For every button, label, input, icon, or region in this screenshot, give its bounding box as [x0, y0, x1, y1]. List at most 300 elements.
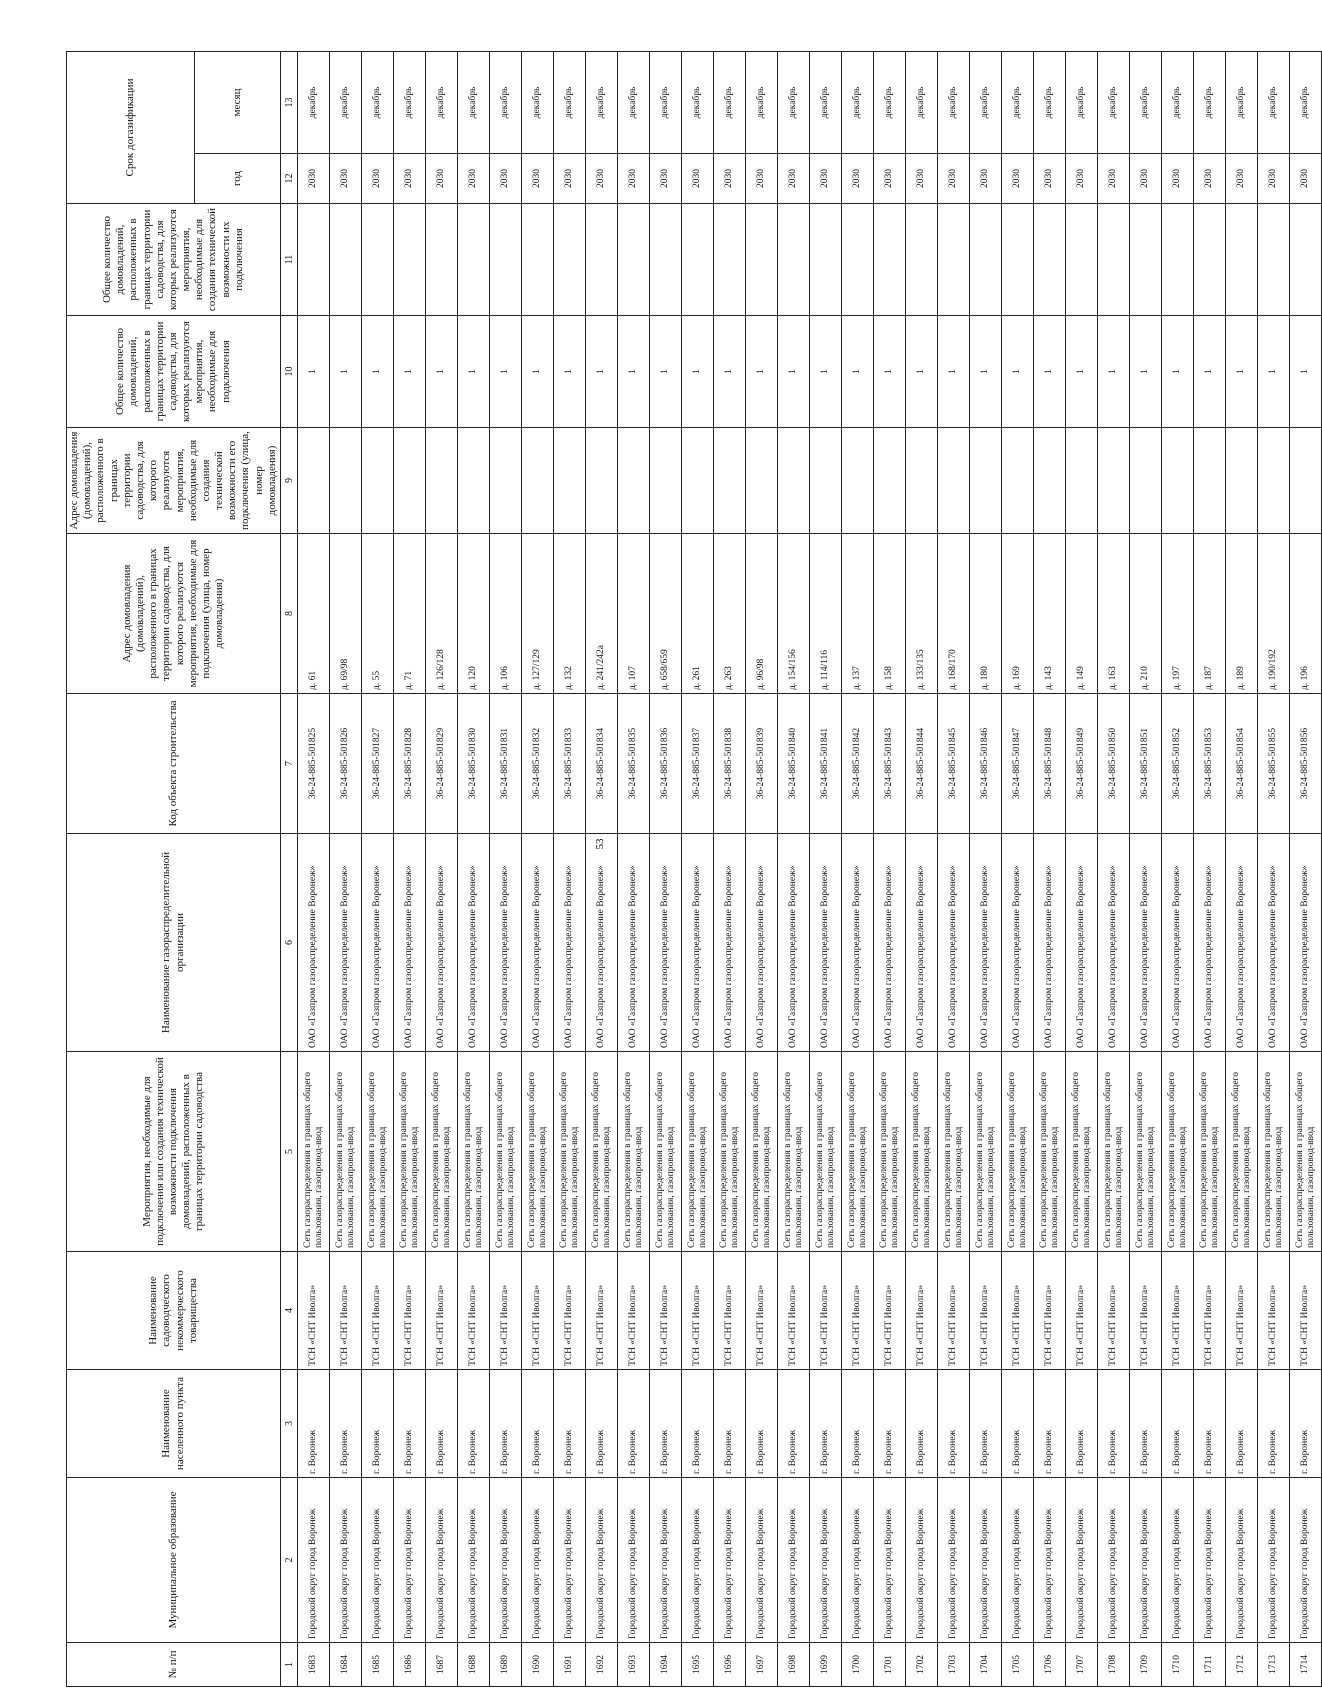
year-cell: 2030: [330, 154, 362, 204]
year-cell: 2030: [1258, 154, 1290, 204]
rotated-page: [66, 52, 1316, 1687]
object-code-cell: 36-24-885-501853: [1194, 694, 1226, 834]
year-cell: 2030: [746, 154, 778, 204]
count-connect-cell: 1: [298, 316, 330, 428]
row-number: 1685: [362, 1643, 394, 1687]
year-cell: 2030: [362, 154, 394, 204]
measures-cell: Сеть газораспределения в границах общего пользования, газопровод-ввод: [1066, 1052, 1098, 1252]
settlement-cell: г. Воронеж: [906, 1370, 938, 1478]
count-connect-cell: 1: [970, 316, 1002, 428]
year-cell: 2030: [1002, 154, 1034, 204]
municipality-cell: Городской округ город Воронеж: [1258, 1478, 1290, 1643]
count-connect-cell: 1: [810, 316, 842, 428]
year-cell: 2030: [426, 154, 458, 204]
settlement-cell: г. Воронеж: [938, 1370, 970, 1478]
table-row: [490, 51, 522, 1686]
municipality-cell: Городской округ город Воронеж: [938, 1478, 970, 1643]
column-number: 12: [281, 154, 298, 204]
measures-cell: Сеть газораспределения в границах общего пользования, газопровод-ввод: [298, 1052, 330, 1252]
column-number: 4: [281, 1252, 298, 1370]
year-cell: 2030: [1162, 154, 1194, 204]
count-tech-cell: [1098, 204, 1130, 316]
count-tech-cell: [938, 204, 970, 316]
count-connect-cell: 1: [1194, 316, 1226, 428]
count-tech-cell: [842, 204, 874, 316]
partnership-cell: ТСН «СНТ Иволга»: [1034, 1252, 1066, 1370]
table-row: [298, 51, 330, 1686]
year-cell: 2030: [906, 154, 938, 204]
settlement-cell: г. Воронеж: [458, 1370, 490, 1478]
count-connect-cell: 1: [1002, 316, 1034, 428]
measures-cell: Сеть газораспределения в границах общего пользования, газопровод-ввод: [842, 1052, 874, 1252]
gdo-cell: ОАО «Газпром газораспределение Воронеж»: [1162, 834, 1194, 1052]
year-cell: 2030: [522, 154, 554, 204]
year-cell: 2030: [970, 154, 1002, 204]
object-code-cell: 36-24-885-501841: [810, 694, 842, 834]
municipality-cell: Городской округ город Воронеж: [522, 1478, 554, 1643]
year-cell: 2030: [1066, 154, 1098, 204]
count-connect-cell: 1: [522, 316, 554, 428]
measures-cell: Сеть газораспределения в границах общего пользования, газопровод-ввод: [522, 1052, 554, 1252]
object-code-cell: 36-24-885-501829: [426, 694, 458, 834]
measures-cell: Сеть газораспределения в границах общего пользования, газопровод-ввод: [1226, 1052, 1258, 1252]
gdo-cell: ОАО «Газпром газораспределение Воронеж»: [874, 834, 906, 1052]
row-number: 1686: [394, 1643, 426, 1687]
year-cell: 2030: [714, 154, 746, 204]
partnership-cell: ТСН «СНТ Иволга»: [586, 1252, 618, 1370]
count-connect-cell: 1: [1098, 316, 1130, 428]
table-row: [1034, 51, 1066, 1686]
row-number: 1688: [458, 1643, 490, 1687]
measures-cell: Сеть газораспределения в границах общего пользования, газопровод-ввод: [586, 1052, 618, 1252]
count-tech-cell: [394, 204, 426, 316]
settlement-cell: г. Воронеж: [1162, 1370, 1194, 1478]
gasification-table: [66, 51, 1322, 1687]
row-number: 1687: [426, 1643, 458, 1687]
count-tech-cell: [554, 204, 586, 316]
partnership-cell: ТСН «СНТ Иволга»: [618, 1252, 650, 1370]
gdo-cell: ОАО «Газпром газораспределение Воронеж»: [682, 834, 714, 1052]
gdo-cell: ОАО «Газпром газораспределение Воронеж»: [778, 834, 810, 1052]
count-tech-cell: [1258, 204, 1290, 316]
count-connect-cell: 1: [746, 316, 778, 428]
settlement-cell: г. Воронеж: [330, 1370, 362, 1478]
header-num: № п/п: [67, 1643, 281, 1687]
year-cell: 2030: [778, 154, 810, 204]
column-number: 3: [281, 1370, 298, 1478]
table-row: [906, 51, 938, 1686]
gdo-cell: ОАО «Газпром газораспределение Воронеж»: [1258, 834, 1290, 1052]
settlement-cell: г. Воронеж: [842, 1370, 874, 1478]
gdo-cell: ОАО «Газпром газораспределение Воронеж»: [586, 834, 618, 1052]
address-connect-cell: д. 61: [298, 534, 330, 694]
address-connect-cell: д. 149: [1066, 534, 1098, 694]
settlement-cell: г. Воронеж: [1226, 1370, 1258, 1478]
address-connect-cell: д. 120: [458, 534, 490, 694]
address-connect-cell: д. 143: [1034, 534, 1066, 694]
gdo-cell: ОАО «Газпром газораспределение Воронеж»: [1130, 834, 1162, 1052]
month-cell: декабрь: [1258, 51, 1290, 153]
settlement-cell: г. Воронеж: [1066, 1370, 1098, 1478]
row-number: 1704: [970, 1643, 1002, 1687]
table-row: [810, 51, 842, 1686]
gdo-cell: ОАО «Газпром газораспределение Воронеж»: [522, 834, 554, 1052]
partnership-cell: ТСН «СНТ Иволга»: [522, 1252, 554, 1370]
count-connect-cell: 1: [1130, 316, 1162, 428]
municipality-cell: Городской округ город Воронеж: [1002, 1478, 1034, 1643]
address-tech-cell: [1194, 428, 1226, 534]
year-cell: 2030: [1226, 154, 1258, 204]
count-tech-cell: [362, 204, 394, 316]
month-cell: декабрь: [778, 51, 810, 153]
partnership-cell: ТСН «СНТ Иволга»: [426, 1252, 458, 1370]
year-cell: 2030: [842, 154, 874, 204]
row-number: 1698: [778, 1643, 810, 1687]
address-connect-cell: д. 180: [970, 534, 1002, 694]
count-connect-cell: 1: [778, 316, 810, 428]
measures-cell: Сеть газораспределения в границах общего пользования, газопровод-ввод: [746, 1052, 778, 1252]
measures-cell: Сеть газораспределения в границах общего пользования, газопровод-ввод: [714, 1052, 746, 1252]
count-tech-cell: [330, 204, 362, 316]
count-tech-cell: [1066, 204, 1098, 316]
column-number: 2: [281, 1478, 298, 1643]
table-row: [458, 51, 490, 1686]
object-code-cell: 36-24-885-501848: [1034, 694, 1066, 834]
address-tech-cell: [1130, 428, 1162, 534]
municipality-cell: Городской округ город Воронеж: [1162, 1478, 1194, 1643]
address-connect-cell: д. 169: [1002, 534, 1034, 694]
month-cell: декабрь: [906, 51, 938, 153]
settlement-cell: г. Воронеж: [1130, 1370, 1162, 1478]
address-connect-cell: д. 197: [1162, 534, 1194, 694]
partnership-cell: ТСН «СНТ Иволга»: [298, 1252, 330, 1370]
municipality-cell: Городской округ город Воронеж: [682, 1478, 714, 1643]
address-tech-cell: [586, 428, 618, 534]
row-number: 1705: [1002, 1643, 1034, 1687]
count-connect-cell: 1: [682, 316, 714, 428]
object-code-cell: 36-24-885-501837: [682, 694, 714, 834]
measures-cell: Сеть газораспределения в границах общего пользования, газопровод-ввод: [618, 1052, 650, 1252]
row-number: 1709: [1130, 1643, 1162, 1687]
row-number: 1690: [522, 1643, 554, 1687]
measures-cell: Сеть газораспределения в границах общего пользования, газопровод-ввод: [970, 1052, 1002, 1252]
count-tech-cell: [682, 204, 714, 316]
count-tech-cell: [970, 204, 1002, 316]
object-code-cell: 36-24-885-501832: [522, 694, 554, 834]
month-cell: декабрь: [1130, 51, 1162, 153]
address-tech-cell: [1258, 428, 1290, 534]
settlement-cell: г. Воронеж: [586, 1370, 618, 1478]
municipality-cell: Городской округ город Воронеж: [842, 1478, 874, 1643]
partnership-cell: ТСН «СНТ Иволга»: [1258, 1252, 1290, 1370]
year-cell: 2030: [650, 154, 682, 204]
year-cell: 2030: [618, 154, 650, 204]
table-row: [586, 51, 618, 1686]
count-connect-cell: 1: [618, 316, 650, 428]
month-cell: декабрь: [522, 51, 554, 153]
row-number: 1710: [1162, 1643, 1194, 1687]
row-number: 1711: [1194, 1643, 1226, 1687]
address-tech-cell: [394, 428, 426, 534]
address-connect-cell: д. 196: [1290, 534, 1322, 694]
settlement-cell: г. Воронеж: [1290, 1370, 1322, 1478]
settlement-cell: г. Воронеж: [522, 1370, 554, 1478]
row-number: 1683: [298, 1643, 330, 1687]
month-cell: декабрь: [554, 51, 586, 153]
municipality-cell: Городской округ город Воронеж: [906, 1478, 938, 1643]
count-tech-cell: [1226, 204, 1258, 316]
settlement-cell: г. Воронеж: [394, 1370, 426, 1478]
settlement-cell: г. Воронеж: [490, 1370, 522, 1478]
month-cell: декабрь: [362, 51, 394, 153]
partnership-cell: ТСН «СНТ Иволга»: [906, 1252, 938, 1370]
count-tech-cell: [650, 204, 682, 316]
header-measures: Мероприятия, необходимые для подключения или создания технической возможности подключения домовладений, расположенных в границах территории садоводства: [67, 1052, 281, 1252]
partnership-cell: ТСН «СНТ Иволга»: [746, 1252, 778, 1370]
count-tech-cell: [1194, 204, 1226, 316]
column-number: 5: [281, 1052, 298, 1252]
table-row: [938, 51, 970, 1686]
address-connect-cell: д. 263: [714, 534, 746, 694]
table-row: [778, 51, 810, 1686]
header-address-connect: Адрес домовладения (домовладений), расположенного в границах территории садоводства, для которого реализуются мероприятия, необходимые для подключения (улица, номер домовладения): [67, 534, 281, 694]
object-code-cell: 36-24-885-501839: [746, 694, 778, 834]
count-connect-cell: 1: [394, 316, 426, 428]
address-tech-cell: [1098, 428, 1130, 534]
object-code-cell: 36-24-885-501840: [778, 694, 810, 834]
page-number: 53: [594, 838, 606, 850]
partnership-cell: ТСН «СНТ Иволга»: [1066, 1252, 1098, 1370]
count-tech-cell: [1162, 204, 1194, 316]
address-connect-cell: д. 210: [1130, 534, 1162, 694]
settlement-cell: г. Воронеж: [682, 1370, 714, 1478]
address-connect-cell: д. 163: [1098, 534, 1130, 694]
address-tech-cell: [1290, 428, 1322, 534]
row-number: 1701: [874, 1643, 906, 1687]
settlement-cell: г. Воронеж: [874, 1370, 906, 1478]
address-tech-cell: [746, 428, 778, 534]
year-cell: 2030: [682, 154, 714, 204]
count-connect-cell: 1: [458, 316, 490, 428]
column-number: 6: [281, 834, 298, 1052]
month-cell: декабрь: [874, 51, 906, 153]
municipality-cell: Городской округ город Воронеж: [1034, 1478, 1066, 1643]
municipality-cell: Городской округ город Воронеж: [970, 1478, 1002, 1643]
municipality-cell: Городской округ город Воронеж: [586, 1478, 618, 1643]
settlement-cell: г. Воронеж: [362, 1370, 394, 1478]
row-number: 1694: [650, 1643, 682, 1687]
table-row: [362, 51, 394, 1686]
partnership-cell: ТСН «СНТ Иволга»: [1226, 1252, 1258, 1370]
object-code-cell: 36-24-885-501856: [1290, 694, 1322, 834]
count-connect-cell: 1: [490, 316, 522, 428]
gdo-cell: ОАО «Газпром газораспределение Воронеж»: [746, 834, 778, 1052]
municipality-cell: Городской округ город Воронеж: [618, 1478, 650, 1643]
measures-cell: Сеть газораспределения в границах общего пользования, газопровод-ввод: [394, 1052, 426, 1252]
row-number: 1691: [554, 1643, 586, 1687]
address-connect-cell: д. 187: [1194, 534, 1226, 694]
header-gdo: Наименование газораспределительной организации: [67, 834, 281, 1052]
gdo-cell: ОАО «Газпром газораспределение Воронеж»: [1034, 834, 1066, 1052]
table-row: [1194, 51, 1226, 1686]
settlement-cell: г. Воронеж: [298, 1370, 330, 1478]
count-tech-cell: [522, 204, 554, 316]
object-code-cell: 36-24-885-501825: [298, 694, 330, 834]
object-code-cell: 36-24-885-501842: [842, 694, 874, 834]
municipality-cell: Городской округ город Воронеж: [778, 1478, 810, 1643]
address-tech-cell: [362, 428, 394, 534]
table-row: [522, 51, 554, 1686]
count-connect-cell: 1: [906, 316, 938, 428]
row-number: 1692: [586, 1643, 618, 1687]
measures-cell: Сеть газораспределения в границах общего пользования, газопровод-ввод: [778, 1052, 810, 1252]
table-body: [281, 51, 1322, 1686]
count-tech-cell: [1034, 204, 1066, 316]
measures-cell: Сеть газораспределения в границах общего пользования, газопровод-ввод: [650, 1052, 682, 1252]
month-cell: декабрь: [682, 51, 714, 153]
object-code-cell: 36-24-885-501834: [586, 694, 618, 834]
municipality-cell: Городской округ город Воронеж: [1098, 1478, 1130, 1643]
municipality-cell: Городской округ город Воронеж: [1226, 1478, 1258, 1643]
settlement-cell: г. Воронеж: [554, 1370, 586, 1478]
address-connect-cell: д. 168/170: [938, 534, 970, 694]
count-tech-cell: [298, 204, 330, 316]
count-connect-cell: 1: [330, 316, 362, 428]
header-address-tech: Адрес домовладения (домовладений), расположенного в границах территории садоводства, для которого реализуются мероприятия, необходимые для создания технической возможности его подключения (улица, номер домовладения): [67, 428, 281, 534]
measures-cell: Сеть газораспределения в границах общего пользования, газопровод-ввод: [1290, 1052, 1322, 1252]
year-cell: 2030: [810, 154, 842, 204]
object-code-cell: 36-24-885-501835: [618, 694, 650, 834]
month-cell: декабрь: [1290, 51, 1322, 153]
partnership-cell: ТСН «СНТ Иволга»: [778, 1252, 810, 1370]
municipality-cell: Городской округ город Воронеж: [810, 1478, 842, 1643]
month-cell: декабрь: [1034, 51, 1066, 153]
table-row: [874, 51, 906, 1686]
year-cell: 2030: [458, 154, 490, 204]
count-connect-cell: 1: [1162, 316, 1194, 428]
gdo-cell: ОАО «Газпром газораспределение Воронеж»: [1002, 834, 1034, 1052]
address-tech-cell: [490, 428, 522, 534]
object-code-cell: 36-24-885-501836: [650, 694, 682, 834]
address-tech-cell: [682, 428, 714, 534]
table-row: [842, 51, 874, 1686]
count-connect-cell: 1: [426, 316, 458, 428]
settlement-cell: г. Воронеж: [778, 1370, 810, 1478]
measures-cell: Сеть газораспределения в границах общего пользования, газопровод-ввод: [490, 1052, 522, 1252]
object-code-cell: 36-24-885-501843: [874, 694, 906, 834]
address-connect-cell: д. 137: [842, 534, 874, 694]
address-connect-cell: д. 133/135: [906, 534, 938, 694]
gdo-cell: ОАО «Газпром газораспределение Воронеж»: [1066, 834, 1098, 1052]
object-code-cell: 36-24-885-501827: [362, 694, 394, 834]
measures-cell: Сеть газораспределения в границах общего пользования, газопровод-ввод: [1194, 1052, 1226, 1252]
header-deadline: Срок догазификации: [67, 51, 195, 203]
gdo-cell: ОАО «Газпром газораспределение Воронеж»: [426, 834, 458, 1052]
count-connect-cell: 1: [554, 316, 586, 428]
gdo-cell: ОАО «Газпром газораспределение Воронеж»: [842, 834, 874, 1052]
month-cell: декабрь: [1226, 51, 1258, 153]
count-connect-cell: 1: [714, 316, 746, 428]
table-row: [394, 51, 426, 1686]
year-cell: 2030: [394, 154, 426, 204]
partnership-cell: ТСН «СНТ Иволга»: [970, 1252, 1002, 1370]
table-row: [618, 51, 650, 1686]
address-tech-cell: [842, 428, 874, 534]
count-connect-cell: 1: [842, 316, 874, 428]
address-connect-cell: д. 127/129: [522, 534, 554, 694]
address-tech-cell: [554, 428, 586, 534]
partnership-cell: ТСН «СНТ Иволга»: [458, 1252, 490, 1370]
address-tech-cell: [938, 428, 970, 534]
address-connect-cell: д. 241/242а: [586, 534, 618, 694]
year-cell: 2030: [586, 154, 618, 204]
measures-cell: Сеть газораспределения в границах общего пользования, газопровод-ввод: [426, 1052, 458, 1252]
object-code-cell: 36-24-885-501831: [490, 694, 522, 834]
year-cell: 2030: [1034, 154, 1066, 204]
row-number: 1689: [490, 1643, 522, 1687]
year-cell: 2030: [1290, 154, 1322, 204]
month-cell: декабрь: [298, 51, 330, 153]
count-tech-cell: [586, 204, 618, 316]
table-row: [650, 51, 682, 1686]
table-row: [1290, 51, 1322, 1686]
month-cell: декабрь: [842, 51, 874, 153]
address-tech-cell: [458, 428, 490, 534]
address-tech-cell: [298, 428, 330, 534]
address-tech-cell: [970, 428, 1002, 534]
settlement-cell: г. Воронеж: [650, 1370, 682, 1478]
object-code-cell: 36-24-885-501854: [1226, 694, 1258, 834]
address-connect-cell: д. 261: [682, 534, 714, 694]
row-number: 1695: [682, 1643, 714, 1687]
measures-cell: Сеть газораспределения в границах общего пользования, газопровод-ввод: [1258, 1052, 1290, 1252]
count-tech-cell: [778, 204, 810, 316]
measures-cell: Сеть газораспределения в границах общего пользования, газопровод-ввод: [1162, 1052, 1194, 1252]
address-tech-cell: [330, 428, 362, 534]
header-object-code: Код объекта строительства: [67, 694, 281, 834]
address-connect-cell: д. 71: [394, 534, 426, 694]
address-connect-cell: д. 190/192: [1258, 534, 1290, 694]
partnership-cell: ТСН «СНТ Иволга»: [874, 1252, 906, 1370]
table-row: [426, 51, 458, 1686]
header-month: месяц: [195, 51, 281, 153]
settlement-cell: г. Воронеж: [426, 1370, 458, 1478]
count-tech-cell: [714, 204, 746, 316]
address-tech-cell: [906, 428, 938, 534]
partnership-cell: ТСН «СНТ Иволга»: [1162, 1252, 1194, 1370]
count-connect-cell: 1: [1034, 316, 1066, 428]
column-number: 11: [281, 204, 298, 316]
address-tech-cell: [522, 428, 554, 534]
partnership-cell: ТСН «СНТ Иволга»: [1098, 1252, 1130, 1370]
settlement-cell: г. Воронеж: [746, 1370, 778, 1478]
settlement-cell: г. Воронеж: [1194, 1370, 1226, 1478]
month-cell: декабрь: [586, 51, 618, 153]
address-connect-cell: д. 132: [554, 534, 586, 694]
measures-cell: Сеть газораспределения в границах общего пользования, газопровод-ввод: [1098, 1052, 1130, 1252]
partnership-cell: ТСН «СНТ Иволга»: [938, 1252, 970, 1370]
address-connect-cell: д. 106: [490, 534, 522, 694]
gdo-cell: ОАО «Газпром газораспределение Воронеж»: [362, 834, 394, 1052]
table-row: [1226, 51, 1258, 1686]
address-tech-cell: [874, 428, 906, 534]
month-cell: декабрь: [1002, 51, 1034, 153]
year-cell: 2030: [1098, 154, 1130, 204]
count-connect-cell: 1: [1290, 316, 1322, 428]
partnership-cell: ТСН «СНТ Иволга»: [842, 1252, 874, 1370]
month-cell: декабрь: [650, 51, 682, 153]
settlement-cell: г. Воронеж: [1002, 1370, 1034, 1478]
